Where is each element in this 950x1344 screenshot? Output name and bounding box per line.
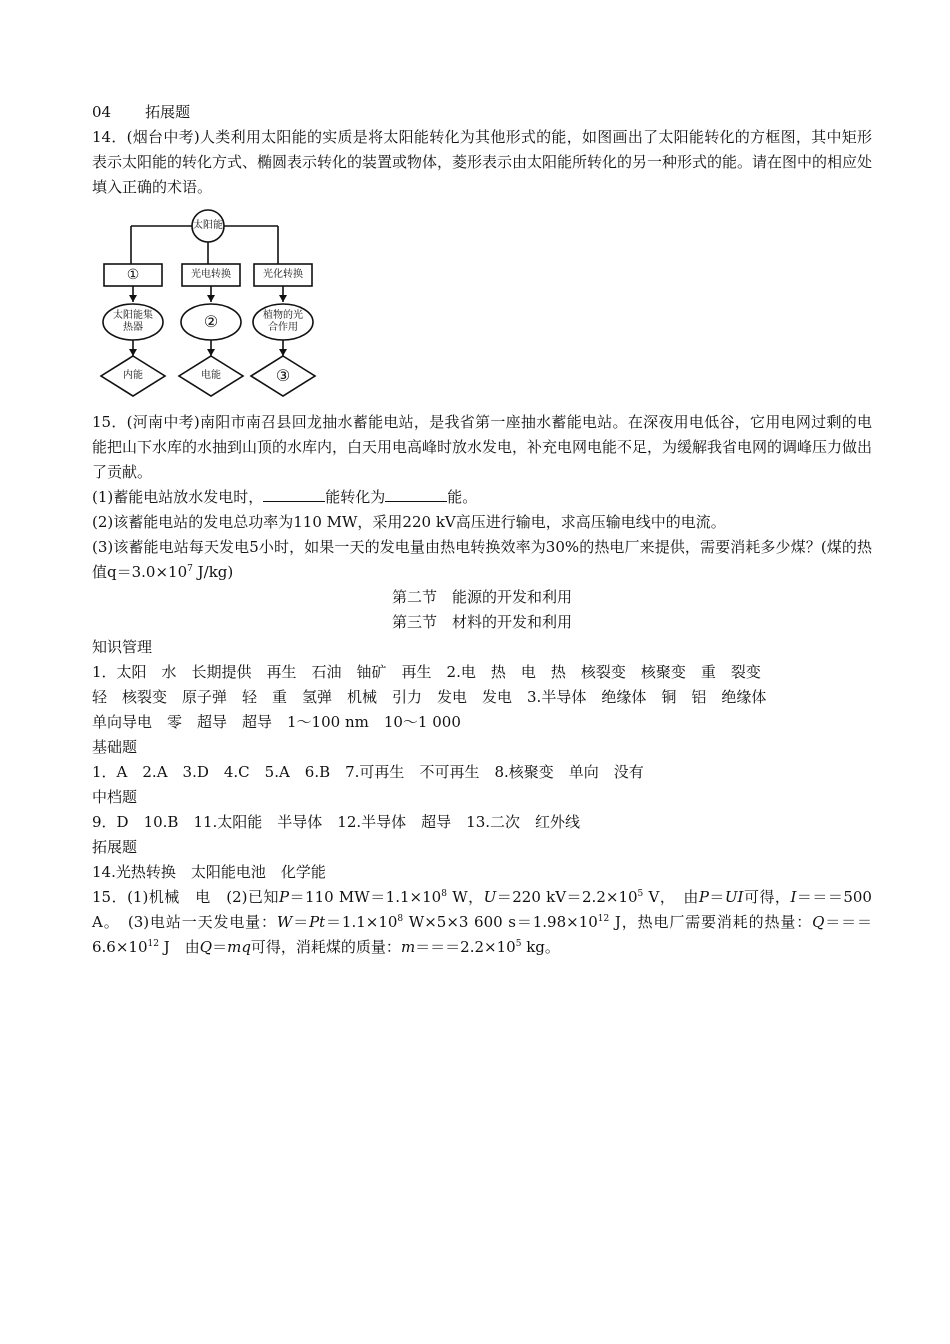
knowledge-line-3: 单向导电 零 超导 超导 1～100 nm 10～1 000 xyxy=(92,713,461,731)
document-page xyxy=(92,100,872,960)
knowledge-title: 知识管理 xyxy=(92,638,153,656)
rect-label-1: ① xyxy=(126,267,140,283)
answer-blank-2[interactable] xyxy=(385,486,447,502)
answer-blank-1[interactable] xyxy=(263,486,325,502)
middle-title: 中档题 xyxy=(92,788,138,806)
section-2-heading: 第二节 能源的开发和利用 xyxy=(391,588,572,606)
question-15-part-2: (2)该蓄能电站的发电总功率为110 MW，采用220 kV高压进行输电，求高压输电线中的电流。 xyxy=(92,513,726,531)
question-15-part-3: (3)该蓄能电站每天发电5小时，如果一天的发电量由热电转换效率为30%的热电厂来提供，需要消耗多少煤？(煤的热值$q=3.0\times 10^7$ J/kg) xyxy=(92,538,872,581)
extend-title: 拓展题 xyxy=(92,838,138,856)
diamond-label-2: 电能 xyxy=(201,370,221,381)
ellipse-label-1: 太阳能集热器 xyxy=(113,310,153,333)
section-number: 04 xyxy=(92,103,112,121)
question-15-part-1: (1)蓄能电站放水发电时， 能转化为 能。 xyxy=(92,488,478,506)
section-title: 拓展题 xyxy=(145,103,191,121)
rect-label-2: 光电转换 xyxy=(191,269,231,280)
middle-answers: 9．D 10.B 11.太阳能 半导体 12.半导体 超导 13.二次 红外线 xyxy=(92,813,581,831)
question-15-intro: 15．(河南中考)南阳市南召县回龙抽水蓄能电站，是我省第一座抽水蓄能电站。在深夜用电低谷，它用电网过剩的电能把山下水库的水抽到山顶的水库内，白天用电高峰时放水发电，补充电网电能不足，为缓解我省电网的调峰压力做出了贡献。 xyxy=(92,413,873,481)
basic-answers: 1．A 2.A 3.D 4.C 5.A 6.B 7.可再生 不可再生 8.核聚变 单向 没有 xyxy=(92,763,644,781)
diamond-label-3: ③ xyxy=(275,366,291,385)
knowledge-line-1: 1．太阳 水 长期提供 再生 石油 铀矿 再生 2.电 热 电 热 核裂变 核聚变 重 裂变 xyxy=(92,663,761,681)
diagram-top-label: 太阳能 xyxy=(193,220,223,231)
section-04-heading xyxy=(92,100,872,125)
rect-label-3: 光化转换 xyxy=(263,269,303,280)
extend-answer-14: 14.光热转换 太阳能电池 化学能 xyxy=(92,863,326,881)
section-3-heading: 第三节 材料的开发和利用 xyxy=(391,613,572,631)
ellipse-label-2: ② xyxy=(203,312,219,331)
basic-title: 基础题 xyxy=(92,738,138,756)
question-14-text: 14．(烟台中考)人类利用太阳能的实质是将太阳能转化为其他形式的能，如图画出了太阳能转化的方框图，其中矩形表示太阳能的转化方式、椭圆表示转化的装置或物体，菱形表示由太阳能所转化的另一种形式的能。请在图中的相应处填入正确的术语。 xyxy=(92,128,873,196)
knowledge-line-2: 轻 核裂变 原子弹 轻 重 氢弹 机械 引力 发电 发电 3.半导体 绝缘体 铜 铝 绝缘体 xyxy=(92,688,767,706)
ellipse-label-3: 植物的光合作用 xyxy=(263,310,303,333)
extend-answer-15: 15．(1)机械 电 (2)已知P＝110 $MW=1.1\times 10^8$ W，U＝220 $kV=2.2\times 10^5$ V， 由P＝UI可得，I＝＝＝500 A。 (3)电站一天发电量：$W=Pt=1.1\times 10^8$ W×5×3 600 $s=1.98\times 10^{12}$ J，热电厂需要消耗的热量：$Q===6.6\times 10^{12}$ J 由Q＝mq可得，消耗煤的质量：$m===2.2\times 10^5$ kg。 xyxy=(92,888,872,956)
solar-conversion-diagram xyxy=(98,204,328,404)
diamond-label-1: 内能 xyxy=(123,370,143,381)
